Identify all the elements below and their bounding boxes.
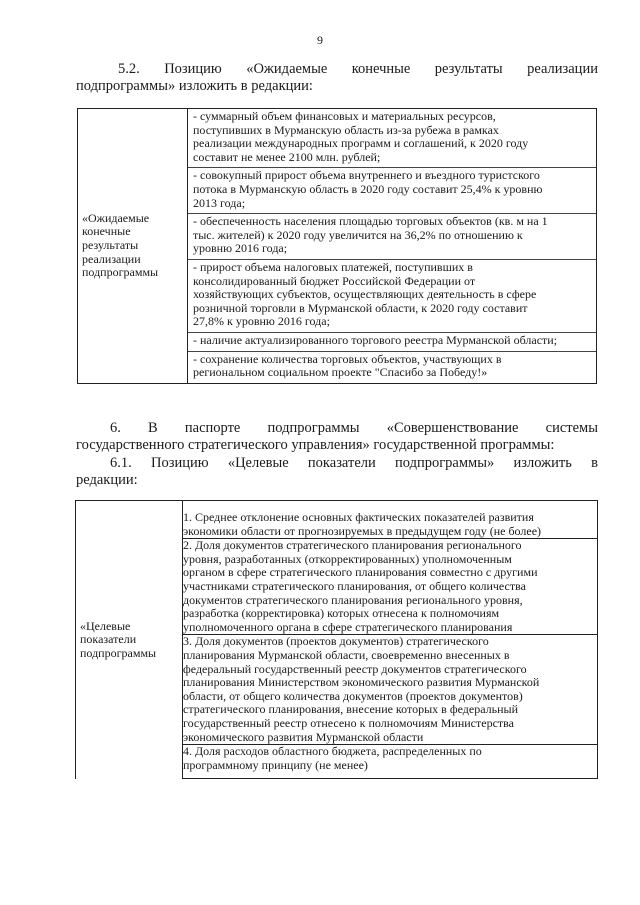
item-line: 1. Среднее отклонение основных фактических показателей развития — [183, 510, 534, 524]
item-line: программному принципу (не менее) — [183, 757, 368, 772]
section-6-1-line1 — [76, 455, 598, 472]
word: реализации — [527, 61, 598, 77]
expected-results-content — [188, 109, 597, 384]
indicator-cell — [183, 635, 598, 745]
section-5-2-line2: подпрограммы» изложить в редакции: — [76, 78, 313, 94]
section-6-1-line2: редакции: — [76, 472, 138, 488]
word: в — [591, 455, 598, 471]
item-line: - наличие актуализированного торгового реестра Мурманской области; — [193, 332, 558, 347]
word: «Ожидаемые — [246, 61, 328, 77]
section-5-2 — [76, 61, 598, 95]
item-line: участниками стратегического планирования, от общего количества — [183, 578, 526, 593]
result-item — [188, 213, 596, 259]
word: системы — [545, 420, 598, 436]
word: показатели — [307, 455, 376, 471]
expected-results-label — [78, 109, 188, 384]
word: Позицию — [164, 61, 222, 77]
word: изложить — [513, 455, 572, 471]
word: Позицию — [151, 455, 209, 471]
item-line: розничной торговли в Мурманской области, к 2020 году составит — [193, 300, 528, 315]
section-6-1 — [76, 455, 598, 489]
item-line: уровня, разработанных (откорректированных) уполномоченным — [183, 551, 512, 566]
item-line: консолидированный бюджет Российской Федерации от — [193, 273, 476, 288]
section-6-line1 — [76, 420, 598, 437]
word: В — [148, 420, 158, 436]
item-line: федеральный государственный реестр документов стратегического — [183, 661, 527, 676]
item-line: экономического развития Мурманской области — [183, 729, 424, 744]
target-indicators-label — [76, 501, 183, 779]
item-line: тыс. жителей) к 2020 году увеличится на 36,2% по отношению к — [193, 227, 523, 242]
section-6 — [76, 420, 598, 454]
item-line: 27,8% к уровню 2016 года; — [193, 314, 330, 329]
indicator-cell — [183, 501, 598, 539]
item-line: потока в Мурманскую область в 2020 году составит 25,4% к уровню — [193, 181, 543, 196]
expected-results-table — [77, 108, 597, 384]
indicator-cell — [183, 539, 598, 635]
word: подпрограммы — [267, 420, 360, 436]
item-line: - совокупный прирост объема внутреннего и въездного туристского — [193, 168, 540, 183]
item-line: 4. Доля расходов областного бюджета, распределенных по — [183, 744, 482, 759]
label-line: конечные — [82, 224, 131, 239]
page-number: 9 — [317, 33, 323, 47]
word: 6. — [110, 420, 121, 436]
item-line: 2. Доля документов стратегического планирования регионального — [183, 538, 522, 553]
item-line: области, от общего количества документов (проектов документов) — [183, 688, 523, 703]
section-5-2-line1 — [76, 61, 598, 78]
word: «Совершенствование — [386, 420, 519, 436]
item-line: уполномоченного органа в сфере стратегического планирования — [183, 619, 513, 634]
item-line: уровню 2016 года; — [193, 241, 288, 256]
item-line: стратегического планирования, внесение которых в федеральный — [183, 702, 518, 717]
item-line: региональном социальном проекте "Спасибо за Победу!» — [193, 365, 488, 380]
result-item — [188, 351, 596, 383]
word: 5.2. — [118, 61, 140, 77]
result-item — [188, 109, 596, 167]
label-line: подпрограммы — [80, 645, 157, 660]
word: результаты — [434, 61, 503, 77]
item-line: реализации международных программ и соглашений, к 2020 году — [193, 136, 529, 151]
result-item — [188, 332, 596, 351]
label-line: «Ожидаемые — [82, 210, 150, 225]
item-line: - обеспеченность населения площадью торговых объектов (кв. м на 1 — [193, 214, 548, 229]
item-line: поступивших в Мурманскую область из-за рубежа в рамках — [193, 122, 499, 137]
target-indicators-table — [75, 500, 598, 779]
word: конечные — [351, 61, 411, 77]
section-6-line2: государственного стратегического управления» государственной программы: — [76, 437, 555, 453]
item-line: разработка (корректировка) которых отнесена к полномочиям — [183, 606, 500, 621]
word: паспорте — [184, 420, 241, 436]
item-line: - суммарный объем финансовых и материальных ресурсов, — [193, 109, 496, 123]
item-line: составит не менее 2100 млн. рублей; — [193, 149, 381, 164]
item-line: документов стратегического планирования регионального уровня, — [183, 592, 523, 607]
item-line: - прирост объема налоговых платежей, поступивших в — [193, 259, 473, 274]
item-line: экономики области от прогнозируемых в предыдущем году (не более) — [183, 523, 542, 538]
item-line: планирования Министерством экономического развития Мурманской — [183, 675, 540, 690]
item-line: - сохранение количества торговых объектов, участвующих в — [193, 351, 502, 366]
label-line: реализации — [82, 251, 141, 266]
label-line: результаты — [82, 238, 139, 253]
item-line: хозяйствующих субъектов, осуществляющих деятельность в сфере — [193, 287, 537, 302]
indicator-cell — [183, 745, 598, 779]
item-line: планирования Мурманской области, своевременно внесенных в — [183, 647, 510, 662]
word: 6.1. — [110, 455, 132, 471]
word: подпрограммы» — [395, 455, 495, 471]
item-line: 3. Доля документов (проектов документов) стратегического — [183, 634, 489, 649]
label-line: «Целевые — [80, 618, 131, 633]
result-item — [188, 259, 596, 332]
item-line: государственный реестр отнесено к полномочиям Министерства — [183, 715, 514, 730]
word: «Целевые — [227, 455, 289, 471]
item-line: 2013 года; — [193, 195, 246, 210]
result-item — [188, 167, 596, 213]
label-line: подпрограммы — [82, 265, 159, 280]
label-line: показатели — [80, 632, 137, 647]
item-line: органом в сфере стратегического планирования совместно с другими — [183, 565, 538, 580]
